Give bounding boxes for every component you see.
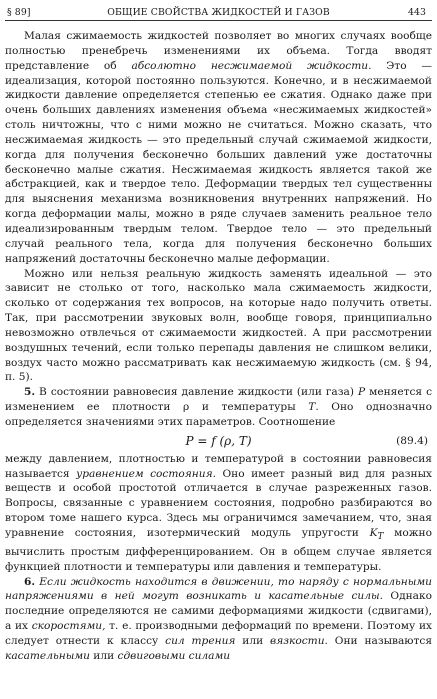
text-run: . Оно однозначно определяется значениями этих параметров. Соотношение bbox=[5, 401, 432, 428]
text-run: Однако последние определяются не самими деформациями жидкости (сдвигами), а их bbox=[5, 590, 432, 633]
section-reference: § 89] bbox=[7, 7, 31, 18]
text-run: между давлением, плотностью и температурой в состоянии равновесия называется bbox=[5, 452, 432, 480]
paragraph-equation-of-state bbox=[5, 452, 432, 575]
text-run: Оно имеет разный вид для разных веществ и особой простотой отличается в случае разреженных газов. Вопросы, связанные с уравнением состояния, подробно разбираются во втором томе нашего курса. Здесь мы ограничимся замечанием, что, зная уравнение состояния, изотермический модуль упругости bbox=[5, 467, 432, 539]
emphasis-term: сдвиговыми силами bbox=[117, 649, 231, 662]
text-run: или bbox=[235, 635, 271, 648]
formula-expression: P = f (ρ, T) bbox=[185, 433, 252, 448]
running-header bbox=[5, 5, 432, 23]
text-run: меняется с изменением ее плотности ρ и температуры bbox=[5, 386, 432, 414]
emphasis-term: скоростями, bbox=[31, 620, 106, 633]
formula-equation-of-state bbox=[5, 430, 432, 452]
item-number: 6. bbox=[24, 575, 36, 588]
text-run: Они называются bbox=[327, 635, 433, 648]
text-run: т. е. производными деформаций по времени. Поэтому их следует отнести к классу bbox=[5, 620, 432, 648]
page-number: 443 bbox=[407, 7, 426, 18]
variable: P bbox=[357, 386, 366, 399]
emphasis-term: уравнением состояния. bbox=[76, 467, 216, 480]
emphasis-term: касательными bbox=[5, 649, 90, 662]
emphasis-statement: Если жидкость находится в движении, то наряду с нормальными напряжениями в ней могут возникать и касательные силы. bbox=[5, 575, 432, 603]
subscript: T bbox=[377, 532, 384, 543]
equation-number: (89.4) bbox=[396, 434, 428, 447]
variable: K bbox=[369, 527, 378, 539]
paragraph-ideal-fluid: Можно или нельзя реальную жидкость заменять идеальной — это зависит не столько от того, насколько мала сжимаемость жидкости, сколько от содержания тех вопросов, на которые надо получить ответы. Так, при рассмотрении звуковых волн, вообще говоря, принципиально невозможно отвлечься от сжимаемости жидкостей. А при рассмотрении воздушных течений, если только перепады давления не слишком велики, воздух часто можно рассматривать как несжимаемую жидкость (см. § 94, п. 5). bbox=[5, 267, 432, 384]
text-run: можно вычислить простым дифференцированием. Он в общем случае является функцией плотности и температуры или давления и температуры. bbox=[5, 527, 432, 573]
paragraph-incompressible-fluid bbox=[5, 29, 432, 267]
paragraph-state-equilibrium bbox=[5, 385, 432, 430]
text-run: Это — идеализация, которой постоянно пользуются. Конечно, и в несжимаемой жидкости давление определяется степенью ее сжатия. Однако даже при очень больших давлениях изменения объема «несжимаемых жидкостей» столь ничтожны, что с ними можно не считаться. Можно сказать, что несжимаемая жидкость — это предельный случай сжимаемой жидкости, когда для получения бесконечно больших давлений уже достаточны бесконечно малые сжатия. Несжимаемая жидкость является такой же абстракцией, как и твердое тело. Деформации твердых тел существенны для выяснения механизма возникновения внутренних напряжений. Но когда деформации малы, можно в ряде случаев заменить реальное тело идеализированным твердым телом. Твердое тело — это предельный случай реального тела, когда для получения бесконечно больших напряжений достаточны бесконечно малые деформации. bbox=[5, 59, 432, 265]
emphasis-term: абсолютно несжимаемой жидкости. bbox=[131, 59, 372, 72]
paragraph-viscous-forces bbox=[5, 575, 432, 664]
variable: T bbox=[308, 401, 316, 414]
emphasis-term: вязкости. bbox=[270, 635, 328, 648]
main-text bbox=[5, 29, 432, 664]
emphasis-term: сил трения bbox=[165, 635, 236, 648]
item-number: 5. bbox=[24, 386, 36, 399]
running-title: ОБЩИЕ СВОЙСТВА ЖИДКОСТЕЙ И ГАЗОВ bbox=[107, 7, 330, 18]
text-run: В состоянии равновесия давление жидкости (или газа) bbox=[35, 386, 358, 399]
text-run: Малая сжимаемость жидкостей позволяет во многих случаях вообще полностью пренебречь изменениями их объема. Тогда вводят представление об bbox=[5, 30, 432, 72]
text-run: или bbox=[89, 649, 118, 662]
header-rule bbox=[5, 20, 432, 21]
